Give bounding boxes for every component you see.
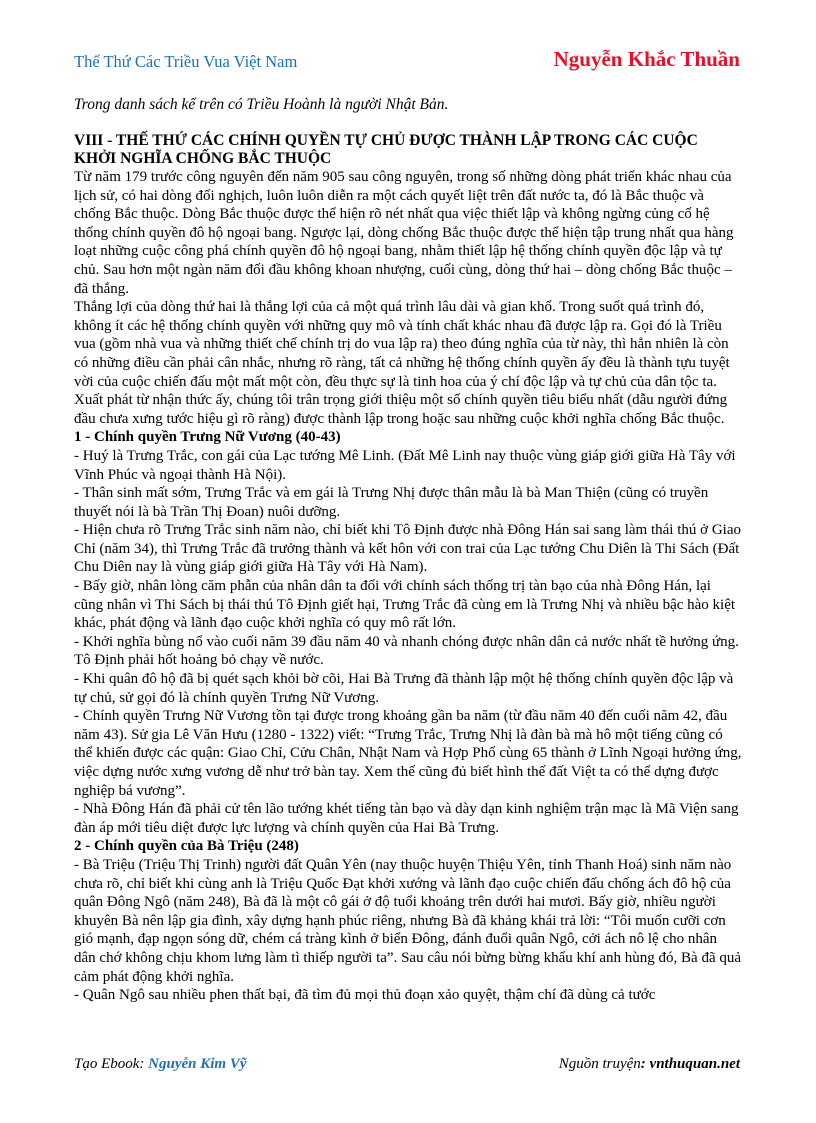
list-item: - Thân sinh mất sớm, Trưng Trắc và em gái là Trưng Nhị được thân mẫu là bà Man Thiện (cũng có truyền thuyết nói là bà Trần Thị Đoan) nuôi dưỡng. [74,485,709,520]
list-item: - Nhà Đông Hán đã phải cử tên lão tướng khét tiếng tàn bạo và dày dạn kinh nghiệm trận mạc là Mã Viện sang đàn áp mới tiêu diệt được lực lượng và chính quyền của Hai Bà Trưng. [74,801,739,836]
footer-source-credit: Nguồn truyện: vnthuquan.net [558,1056,740,1072]
subsection-title-trieu: 2 - Chính quyền của Bà Triệu (248) [74,838,299,855]
list-item: - Khi quân đô hộ đã bị quét sạch khỏi bờ cõi, Hai Bà Trưng đã thành lập một hệ thống chính quyền độc lập và tự chủ, sử gọi đó là chính quyền Trưng Nữ Vương. [74,671,734,706]
author-name: Nguyễn Khắc Thuần [553,47,740,71]
list-item: - Bấy giờ, nhân lòng căm phẫn của nhân dân ta đối với chính sách thống trị tàn bạo của nhà Đông Hán, lại cũng nhân vì Thi Sách bị thái thú Tô Định giết hại, Trưng Trắc đã cùng em là Trưng Nhị và nhiều bậc hào kiệt khác, phát động và lãnh đạo cuộc khởi nghĩa có quy mô rất lớn. [74,578,736,632]
footer-ebook-name: Nguyễn Kim Vỹ [148,1056,247,1072]
list-item: - Chính quyền Trưng Nữ Vương tồn tại được trong khoảng gần ba năm (từ đầu năm 40 đến cuối năm 42, đầu năm 43). Sử gia Lê Văn Hưu (1280 - 1322) viết: “Trưng Trắc, Trưng Nhị là đàn bà mà hô một tiếng cũng có thể khiến được các quận: Giao Chỉ, Cửu Chân, Nhật Nam và Hợp Phố cùng 65 thành ở Lĩnh Ngoại hưởng ứng, việc dựng nước xưng vương dễ như trở bàn tay. Xem thế cũng đủ biết hình thế đất Việt ta có thể dựng được nghiệp bá vương”. [74,708,742,799]
section-title: VIII - THẾ THỨ CÁC CHÍNH QUYỀN TỰ CHỦ ĐƯỢC THÀNH LẬP TRONG CÁC CUỘC KHỞI NGHĨA CHỐNG BẮC THUỘC [74,132,698,167]
book-title: Thế Thứ Các Triều Vua Việt Nam [74,52,298,71]
intro-note: Trong danh sách kể trên có Triều Hoành là người Nhật Bản. [74,96,449,113]
list-item: - Khởi nghĩa bùng nổ vào cuối năm 39 đầu năm 40 và nhanh chóng được nhân dân cả nước nhất tề hưởng ứng. Tô Định phải hốt hoảng bỏ chạy về nước. [74,633,739,669]
footer-source-name: vnthuquan.net [649,1056,740,1072]
list-item: - Huý là Trưng Trắc, con gái của Lạc tướng Mê Linh. (Đất Mê Linh nay thuộc vùng giáp giới giữa Hà Tây với Vĩnh Phúc và ngoại thành Hà Nội). [74,447,736,483]
subsection-title-trung: 1 - Chính quyền Trưng Nữ Vương (40-43) [74,429,341,446]
list-item: - Hiện chưa rõ Trưng Trắc sinh năm nào, chỉ biết khi Tô Định được nhà Đông Hán sai sang làm thái thú ở Giao Chỉ (năm 34), thì Trưng Trắc đã trưởng thành và kết hôn với con trai của Lạc tướng Chu Diên là Thi Sách (Đất Chu Diên nay là vùng giáp giới giữa Hà Tây với Hà Nam). [74,522,741,576]
footer-ebook-label: Tạo Ebook [74,1056,140,1072]
list-item: - Quân Ngô sau nhiều phen thất bại, đã tìm đủ mọi thủ đoạn xảo quyệt, thậm chí đã dùng cả tước [74,987,656,1004]
section-paragraph-1: Từ năm 179 trước công nguyên đến năm 905 sau công nguyên, trong số những dòng phát triển khác nhau của lịch sử, có hai dòng đối nghịch, luôn luôn diễn ra một cách quyết liệt trên đất nước ta, đó là Bắc thuộc và chống Bắc thuộc. Dòng Bắc thuộc được thể hiện rõ nét nhất qua việc thiết lập và không ngừng củng cố hệ thống chính quyền đô hộ ngoại bang. Ngược lại, dòng chống Bắc thuộc được thể hiện tập trung nhất qua hàng loạt những cuộc công phá chính quyền đô hộ ngoại bang, nhằm thiết lập hệ thống chính quyền độc lập và tự chủ. Sau hơn một ngàn năm đối đầu không khoan nhượng, cuối cùng, dòng thứ hai – dòng chống Bắc thuộc – đã thắng. [74,169,734,297]
section-paragraph-2: Thắng lợi của dòng thứ hai là thắng lợi của cả một quá trình lâu dài và gian khổ. Trong suốt quá trình đó, không ít các hệ thống chính quyền với những quy mô và tính chất khác nhau đã được lập ra. Gọi đó là Triều vua (gồm nhà vua và những thiết chế chính trị do vua lập ra) theo đúng nghĩa của từ này, thì hẳn nhiên là còn có những điều cần phải cân nhắc, nhưng rõ ràng, tất cả những hệ thống chính quyền ấy đều là thành tựu tuyệt vời của cuộc chiến đấu một mất một còn, đều thực sự là tinh hoa của ý chí độc lập và tự chủ của dân tộc ta. Xuất phát từ nhận thức ấy, chúng tôi trân trọng giới thiệu một số chính quyền tiêu biểu nhất (dẫu người đứng đầu chưa xưng tước hiệu gì rõ ràng) được thành lập trong hoặc sau những cuộc khởi nghĩa chống Bắc thuộc. [74,299,730,427]
footer-ebook-credit: Tạo Ebook: Nguyễn Kim Vỹ [74,1056,247,1072]
footer-source-label: Nguồn truyện [558,1056,641,1072]
list-item: - Bà Triệu (Triệu Thị Trinh) người đất Quân Yên (nay thuộc huyện Thiệu Yên, tỉnh Thanh Hoá) sinh năm nào chưa rõ, chỉ biết khi cùng anh là Triệu Quốc Đạt khởi xướng và lãnh đạo cuộc chiến đấu chống ách đô hộ của quân Đông Ngô (năm 248), Bà đã là một cô gái ở độ tuổi khoảng trên dưới hai mươi. Bấy giờ, nhiều người khuyên Bà nên lập gia đình, xây dựng hạnh phúc riêng, nhưng Bà đã khảng khái trả lời: “Tôi muốn cưỡi cơn gió mạnh, đạp ngọn sóng dữ, chém cá tràng kình ở biển Đông, đánh đuổi quân Ngô, cởi ách nô lệ cho nhân dân chớ không chịu khom lưng làm tì thiếp người ta”. Sau câu nói bừng bừng khẩu khí anh hùng đó, Bà đã quả cảm phát động khởi nghĩa. [74,856,742,985]
main-content [74,132,742,1005]
